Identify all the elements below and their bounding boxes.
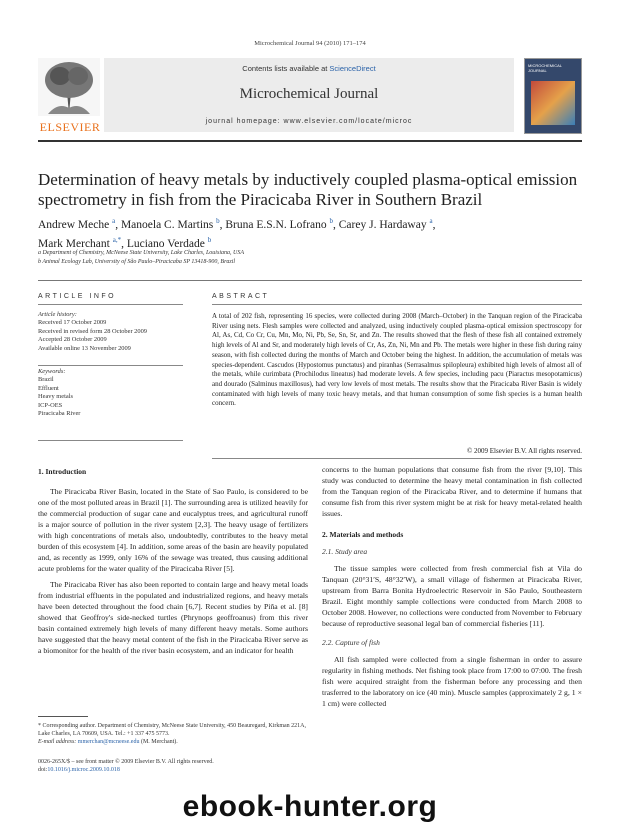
author-line-2: Mark Merchant $^{a,*}$, Luciano Verdade $^b$ <box>38 235 212 250</box>
email-link[interactable]: mmerchan@mcneese.edu <box>77 739 140 745</box>
abstract-heading: ABSTRACT <box>212 293 270 300</box>
elsevier-wordmark: ELSEVIER <box>39 120 101 134</box>
doi-label: doi: <box>38 767 48 773</box>
keyword: Brazil <box>38 376 54 384</box>
author-affiliation-mark[interactable]: a <box>112 217 116 225</box>
history-item: Received in revised form 28 October 2009 <box>38 327 147 335</box>
issn-block <box>38 758 308 774</box>
article-info-rule <box>38 440 183 441</box>
abstract-rule <box>212 304 582 305</box>
affiliation-b: b Animal Ecology Lab, University of São Paulo–Piracicaba SP 13418-900, Brazil <box>38 259 236 265</box>
watermark: ebook-hunter.org <box>182 790 438 823</box>
keyword: Effluent <box>38 384 59 392</box>
abstract-rule <box>212 458 582 459</box>
body-paragraph: All fish sampled were collected from a single fisherman in order to assure regularity in fishing methods. Net fishing took place from 17:00 to 07:00. The fresh fish were acquired straight from the fisherman before any processing and then trasferred to the laboratory on ice (40 min). Muscle samples (approximately 2 g, 1 × 1 cm) were collected <box>322 655 582 708</box>
author-affiliation-mark[interactable]: b <box>329 217 334 225</box>
history-item: Accepted 28 October 2009 <box>38 336 107 344</box>
author-list <box>38 214 582 252</box>
body-paragraph: concerns to the human populations that consume fish from the river [9,10]. This study was conducted to determine the heavy metal contamination in fish collected from the Tanquan region of the Piracicaba River, and to determine if humans that consume fish from this river system might be at risk for heavy metal-related health issues. <box>322 465 582 518</box>
footnote-divider <box>38 716 88 717</box>
keywords-label: Keywords: <box>38 368 66 375</box>
body-paragraph: The tissue samples were collected from fresh commercial fish at Vila do Tanquan (20°31′S, 48°32′W), a small village of fishermen at Piracicaba River, upstream from Barra Bonita Hydroelectric Reservoir in São Paulo, Southeastern Brazil. Eight monthly sample collections were conducted from March 2008 to October 2008. However, no collections were conducted from November to February because of reproductive seasonal legal ban of commercial fisheries [11]. <box>322 564 582 628</box>
doi-link[interactable]: 10.1016/j.microc.2009.10.018 <box>47 767 120 773</box>
author-affiliation-mark[interactable]: a,* <box>112 235 122 244</box>
journal-homepage[interactable]: journal homepage: www.elsevier.com/locate/microc <box>205 118 413 125</box>
author: Luciano Verdade <box>126 237 205 250</box>
author: Manoela C. Martins <box>120 218 214 231</box>
article-title: Determination of heavy metals by inductively coupled plasma-optical emission spectrometry in fish from the Piracicaba River in Southern Brazil <box>38 170 578 209</box>
body-left-column <box>38 466 308 656</box>
keywords <box>38 368 183 418</box>
article-info-heading: ARTICLE INFO <box>38 293 117 300</box>
history-item: Available online 13 November 2009 <box>38 344 131 352</box>
contents-prefix: Contents lists available at <box>242 64 330 73</box>
author-affiliation-mark[interactable]: b <box>207 235 212 244</box>
footnote-text: * Corresponding author. Department of Chemistry, McNeese State University, 450 Beauregard, Kirkman 221A, Lake Charles, LA 70609, USA. Tel.: +1 337 475 5773. <box>38 723 306 737</box>
author: Andrew Meche <box>38 218 110 231</box>
elsevier-tree-logo-icon <box>38 58 100 116</box>
article-info-rule <box>38 365 183 366</box>
author: Bruna E.S.N. Lofrano <box>225 218 327 231</box>
issn-line: 0026-265X/$ – see front matter © 2009 Elsevier B.V. All rights reserved. <box>38 759 214 765</box>
email-line <box>38 738 308 746</box>
header-divider <box>38 140 582 142</box>
author: Carey J. Hardaway <box>338 218 427 231</box>
keyword: ICP-OES <box>38 401 63 409</box>
article-history <box>38 311 183 353</box>
affiliation-a: a Department of Chemistry, McNeese State University, Lake Charles, Louisiana, USA <box>38 250 244 256</box>
history-item: Received 17 October 2009 <box>38 319 107 327</box>
author-affiliation-mark[interactable]: b <box>216 217 220 225</box>
contents-line <box>104 64 514 73</box>
email-label: E-mail address: <box>38 739 78 745</box>
journal-citation: Microchemical Journal 94 (2010) 171–174 <box>254 40 366 47</box>
introduction-heading: 1. Introduction <box>38 467 87 476</box>
author: Mark Merchant <box>38 237 110 250</box>
abstract-copyright: © 2009 Elsevier B.V. All rights reserved. <box>466 447 582 455</box>
email-suffix: (M. Merchant). <box>139 739 178 745</box>
study-area-heading: 2.1. Study area <box>322 547 368 556</box>
cover-artwork <box>531 81 575 125</box>
author-line-1: Andrew Meche $^a$, Manoela C. Martins $^b$, Bruna E.S.N. Lofrano $^b$, Carey J. Hardaway $^a$, <box>38 217 436 231</box>
history-label: Article history: <box>38 311 77 318</box>
author-affiliation-mark[interactable]: a <box>429 217 433 225</box>
cover-title: MICROCHEMICAL JOURNAL <box>528 63 562 73</box>
journal-name: Microchemical Journal <box>239 86 379 102</box>
journal-cover-thumbnail <box>524 58 582 134</box>
doi-line <box>38 766 308 774</box>
keyword: Piracicaba River <box>38 410 81 418</box>
article-info-rule <box>38 304 183 305</box>
abstract-text: A total of 202 fish, representing 16 species, were collected during 2008 (March–October) in the Tanquan region of the Piracicaba River using nets. Flesh samples were collected and analyzed, using inductively coupled plasma-optical emission spectroscopy for Al, As, Cd, Co Cr, Cu, Mn, Mo, Ni, Pb, Se, Sn, Sr, and Zn. The results showed that the flesh of these fish all contained extremely high levels of Al and Sr, and moderately high levels of Cr, As, Zn, Ni, Mn and Pb. The metals were higher in these fish during rainy season, with fish collected during the months of March and October being the highest. In addition, the accumulation of metals was species-dependent. Cascudos (Hypostomus punctatus) and piranhas (Serrasalmus spilopleura) exhibited high levels of almost all of the metals, while curimbata (Prochilodus lineatus) had moderate levels. A few species, including pacu (Piaractus mesopotamicus) and dourado (Salminus maxillosus), had very low levels of most metals. The results show that the Piracicaba River Basin is widely contaminated with high levels of many toxic heavy metals, and that human consumption of some fish species is a human health concern. <box>212 312 582 408</box>
body-right-column <box>322 464 582 709</box>
body-paragraph: The Piracicaba River has also been reported to contain large and heavy metal loads from industrial effluents in the populated and industrialized regions, and heavy metals have been detected throughout the food chain [6,7]. Recent studies by Piña et al. [8] showed that Geoffroy's side-necked turtles (Phrynops geoffroanus) from this river basin contained extremely high levels of many different heavy metals. Some authors have suggested that the heavy metal content of the fish in the Piracicaba River serve as a biomonitor for the health of the river basin ecosystem, and an indicator for health <box>38 580 308 655</box>
methods-heading: 2. Materials and methods <box>322 530 404 539</box>
affiliation-divider <box>38 280 582 281</box>
keyword: Heavy metals <box>38 393 73 401</box>
body-paragraph: The Piracicaba River Basin, located in the State of Sao Paulo, is considered to be one of the most polluted areas in Brazil [1]. The surrounding area is utilized heavily for the commercial production of sugar cane and eucalyptus trees, and agricultural runoff is a major source of pollution in the river system [2,3]. The heavy usage of fertilizers with high concentrations of metals also, undoubtedly, contributes to the heavy metal burden of this ecosystem [4]. In addition, some areas of the basin are heavily populated and, as recently as 1999, only 16% of the sewage was treated, thus causing additional acute problems for the water quality of the Piracicaba River [5]. <box>38 487 308 573</box>
sciencedirect-link[interactable]: ScienceDirect <box>329 64 376 73</box>
capture-heading: 2.2. Capture of fish <box>322 638 380 647</box>
corresponding-author-footnote <box>38 722 308 746</box>
